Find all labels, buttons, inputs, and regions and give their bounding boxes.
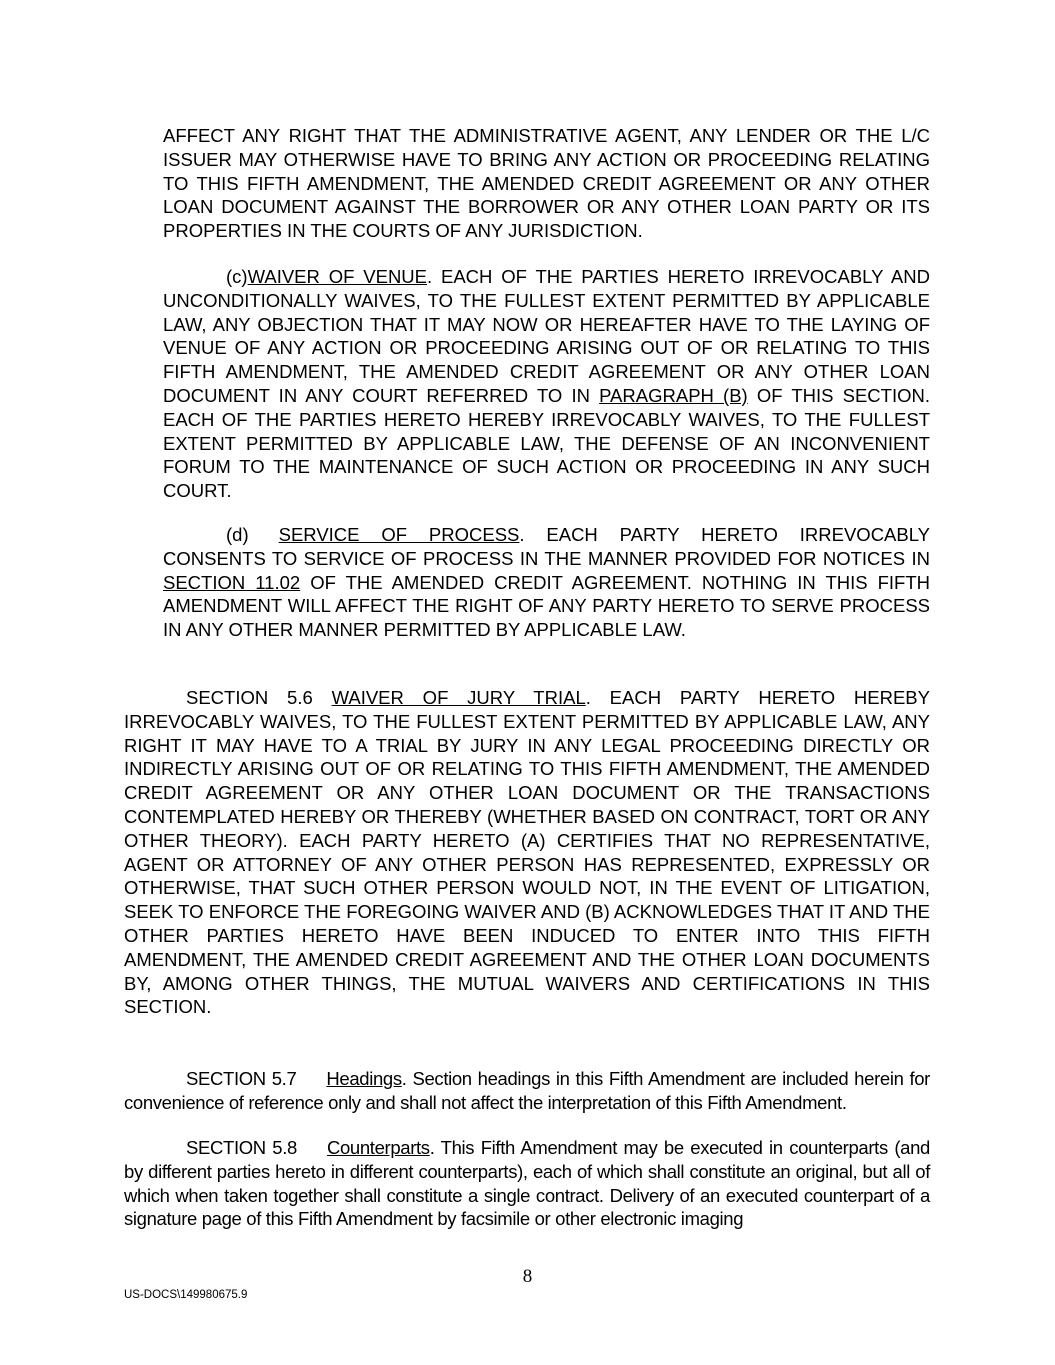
paragraph-c-text-1: . EACH OF THE PARTIES HERETO IRREVOCABLY AND UNCONDITIONALLY WAIVES, TO THE FULLEST EXTENT PERMITTED BY APPLICABLE LAW, ANY OBJECTION THAT IT MAY NOW OR HEREAFTER HAVE TO THE LAYING OF VENUE OF ANY ACTION OR PROCEEDING ARISING OUT OF OR RELATING TO THIS FIFTH AMENDMENT, THE AMENDED CREDIT AGREEMENT OR ANY OTHER LOAN DOCUMENT IN ANY COURT REFERRED TO IN — [163, 266, 930, 406]
paragraph-d-text-2: OF THE AMENDED CREDIT AGREEMENT. NOTHING IN THIS FIFTH AMENDMENT WILL AFFECT THE RIGHT OF ANY PARTY HERETO TO SERVE PROCESS IN ANY OTHER MANNER PERMITTED BY APPLICABLE LAW. — [163, 571, 931, 641]
section-5-8-number: SECTION 5.8 — [186, 1137, 297, 1158]
section-5-8-heading: Counterparts — [326, 1137, 430, 1158]
section-5-8 — [124, 1136, 930, 1231]
paragraph-c-cross-reference: PARAGRAPH (B) — [599, 384, 748, 406]
paragraph-c-label: (c) — [226, 266, 248, 287]
section-5-6-number: SECTION 5.6 — [186, 687, 332, 708]
paragraph-b-text: AFFECT ANY RIGHT THAT THE ADMINISTRATIVE AGENT, ANY LENDER OR THE L/C ISSUER MAY OTHERWISE HAVE TO BRING ANY ACTION OR PROCEEDING RELATING TO THIS FIFTH AMENDMENT, THE AMENDED CREDIT AGREEMENT OR ANY OTHER LOAN DOCUMENT AGAINST THE BORROWER OR ANY OTHER LOAN PARTY OR ITS PROPERTIES IN THE COURTS OF ANY JURISDICTION. — [163, 125, 930, 242]
paragraph-d-label: (d) — [226, 524, 249, 545]
section-5-6-heading: WAIVER OF JURY TRIAL — [331, 687, 586, 708]
paragraph-b-continuation — [163, 124, 930, 243]
paragraph-d — [163, 523, 930, 642]
paragraph-c-text-2: OF THIS SECTION. EACH OF THE PARTIES HERETO HEREBY IRREVOCABLY WAIVES, TO THE FULLEST EXTENT PERMITTED BY APPLICABLE LAW, THE DEFENSE OF AN INCONVENIENT FORUM TO THE MAINTENANCE OF SUCH ACTION OR PROCEEDING IN ANY SUCH COURT. — [163, 384, 930, 502]
section-5-7-number: SECTION 5.7 — [186, 1068, 297, 1089]
paragraph-d-text-1: . EACH PARTY HERETO IRREVOCABLY CONSENTS TO SERVICE OF PROCESS IN THE MANNER PROVIDED FOR NOTICES IN — [163, 524, 930, 569]
section-5-7-heading: Headings — [326, 1068, 402, 1089]
page-number: 8 — [522, 1266, 533, 1287]
document-id: US-DOCS\149980675.9 — [124, 1289, 248, 1301]
section-5-7 — [124, 1067, 930, 1115]
paragraph-c-heading: WAIVER OF VENUE — [247, 266, 427, 287]
paragraph-c — [163, 265, 930, 503]
paragraph-d-cross-reference: SECTION 11.02 — [163, 571, 301, 593]
paragraph-d-heading: SERVICE OF PROCESS — [278, 524, 520, 545]
section-5-6 — [124, 686, 930, 1019]
section-5-7-text: . Section headings in this Fifth Amendment are included herein for convenience of reference only and shall not affect the interpretation of this Fifth Amendment. — [124, 1068, 930, 1113]
section-5-6-text: . EACH PARTY HERETO HEREBY IRREVOCABLY WAIVES, TO THE FULLEST EXTENT PERMITTED BY APPLICABLE LAW, ANY RIGHT IT MAY HAVE TO A TRIAL BY JURY IN ANY LEGAL PROCEEDING DIRECTLY OR INDIRECTLY ARISING OUT OF OR RELATING TO THIS FIFTH AMENDMENT, THE AMENDED CREDIT AGREEMENT OR ANY OTHER LOAN DOCUMENT OR THE TRANSACTIONS CONTEMPLATED HEREBY OR THEREBY (WHETHER BASED ON CONTRACT, TORT OR ANY OTHER THEORY). EACH PARTY HERETO (A) CERTIFIES THAT NO REPRESENTATIVE, AGENT OR ATTORNEY OF ANY OTHER PERSON HAS REPRESENTED, EXPRESSLY OR OTHERWISE, THAT SUCH OTHER PERSON WOULD NOT, IN THE EVENT OF LITIGATION, SEEK TO ENFORCE THE FOREGOING WAIVER AND (B) ACKNOWLEDGES THAT IT AND THE OTHER PARTIES HERETO HAVE BEEN INDUCED TO ENTER INTO THIS FIFTH AMENDMENT, THE AMENDED CREDIT AGREEMENT AND THE OTHER LOAN DOCUMENTS BY, AMONG OTHER THINGS, THE MUTUAL WAIVERS AND CERTIFICATIONS IN THIS SECTION. — [124, 687, 930, 1018]
section-5-8-text: . This Fifth Amendment may be executed in counterparts (and by different parties hereto in different counterparts), each of which shall constitute an original, but all of which when taken together shall constitute a single contract. Delivery of an executed counterpart of a signature page of this Fifth Amendment by facsimile or other electronic imaging — [124, 1137, 930, 1230]
